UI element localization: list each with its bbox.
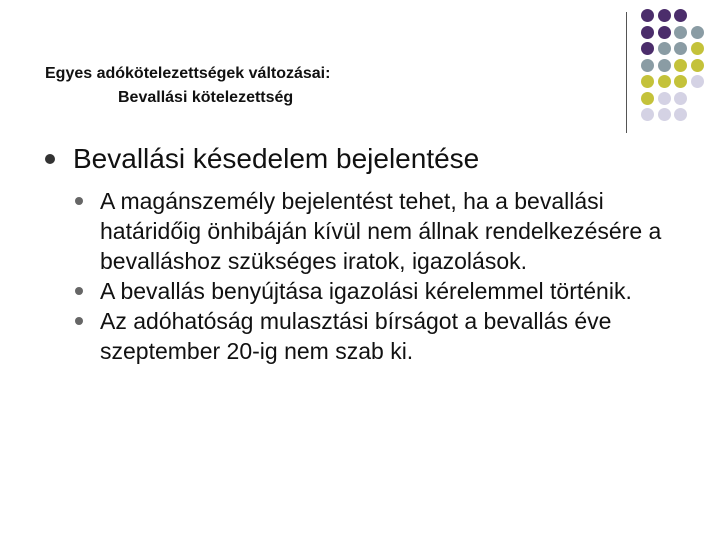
- decorative-dot: [674, 75, 687, 88]
- sub-bullet-icon: [75, 197, 83, 205]
- decorative-dot: [658, 92, 671, 105]
- decorative-dot: [641, 59, 654, 72]
- sub-bullet-item: [75, 276, 695, 306]
- decorative-dot: [641, 75, 654, 88]
- decorative-dot: [641, 108, 654, 121]
- sub-bullet-item: [75, 186, 695, 276]
- decorative-dot: [658, 59, 671, 72]
- slide-title-line2: Bevallási kötelezettség: [118, 89, 294, 106]
- decorative-dot: [674, 108, 687, 121]
- decorative-dot: [691, 59, 704, 72]
- main-bullet-icon: [45, 154, 55, 164]
- decorative-dot: [658, 75, 671, 88]
- sub-bullet-text: A magánszemély bejelentést tehet, ha a bevallási határidőig önhibáján kívül nem állnak rendelkezésére a bevalláshoz szükséges iratok, igazolások.: [100, 188, 662, 274]
- decorative-dot: [691, 75, 704, 88]
- decorative-dot: [658, 42, 671, 55]
- decorative-dot: [674, 92, 687, 105]
- decorative-dot: [641, 26, 654, 39]
- decorative-divider-line: [626, 12, 627, 133]
- sub-bullet-item: [75, 306, 695, 366]
- decorative-dot: [674, 42, 687, 55]
- decorative-dot: [641, 9, 654, 22]
- decorative-dot: [674, 59, 687, 72]
- sub-bullet-text: Az adóhatóság mulasztási bírságot a bevallás éve szeptember 20-ig nem szab ki.: [100, 308, 612, 364]
- sub-bullet-icon: [75, 317, 83, 325]
- sub-bullet-list: [75, 186, 695, 366]
- decorative-dot: [658, 26, 671, 39]
- slide-title-line1: Egyes adókötelezettségek változásai:: [45, 65, 331, 82]
- decorative-dot: [658, 108, 671, 121]
- decorative-dot: [691, 26, 704, 39]
- decorative-dot: [658, 9, 671, 22]
- decorative-dot: [641, 92, 654, 105]
- sub-bullet-text: A bevallás benyújtása igazolási kérelemmel történik.: [100, 278, 632, 304]
- main-bullet-text: Bevallási késedelem bejelentése: [73, 143, 480, 174]
- decorative-dot-grid: [0, 0, 720, 140]
- decorative-dot: [641, 42, 654, 55]
- decorative-dot: [674, 26, 687, 39]
- sub-bullet-icon: [75, 287, 83, 295]
- decorative-dot: [674, 9, 687, 22]
- decorative-dot: [691, 42, 704, 55]
